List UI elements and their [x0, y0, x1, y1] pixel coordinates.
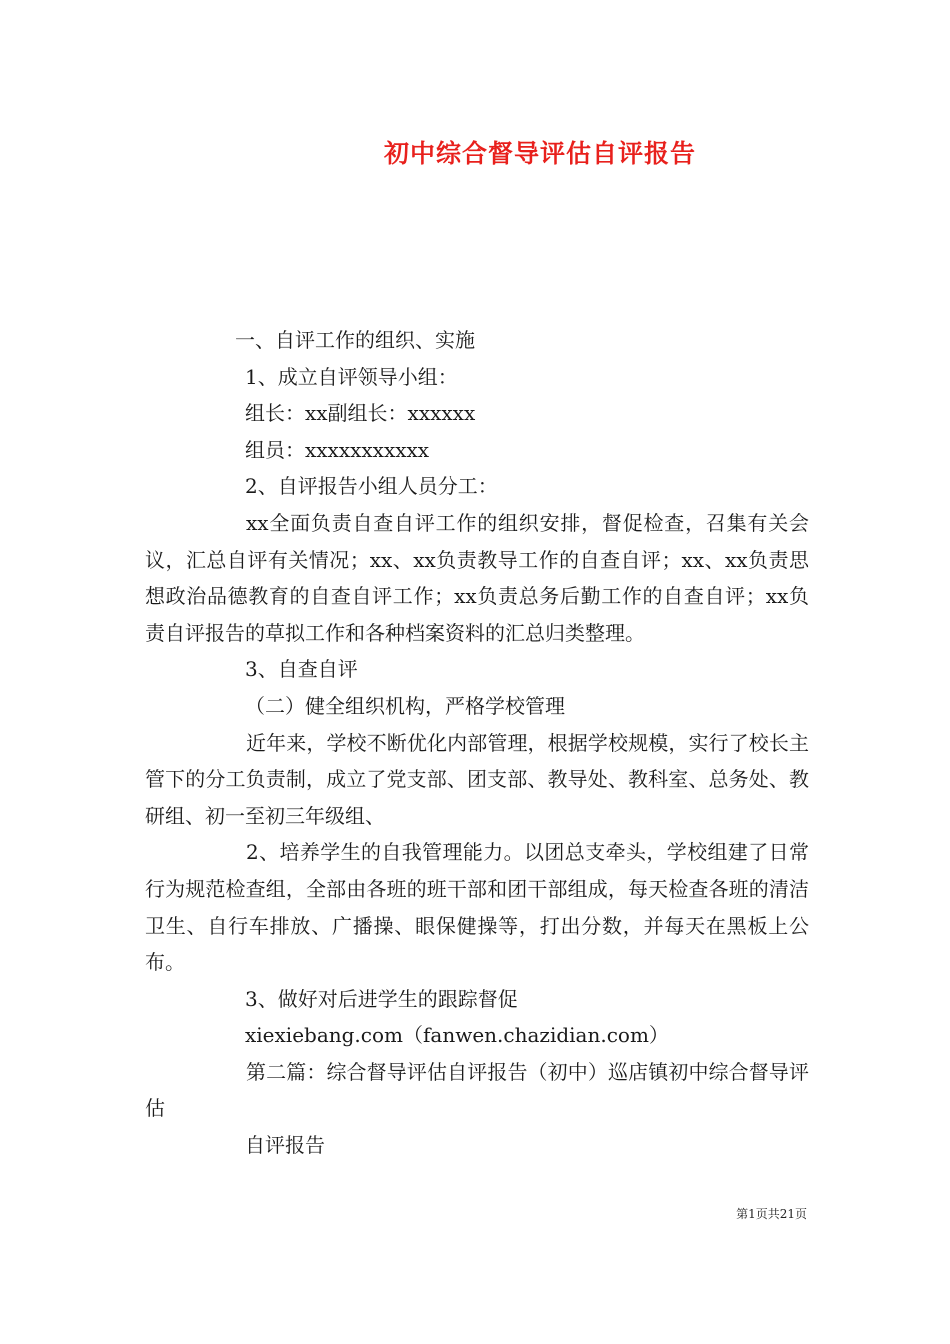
list-item: 3、做好对后进学生的跟踪督促 [245, 986, 518, 1011]
source-line: xiexiebang.com（fanwen.chazidian.com） [245, 1023, 669, 1048]
document-body [145, 322, 809, 1164]
page-number: 第1页共21页 [736, 1207, 807, 1221]
paragraph: 第二篇：综合督导评估自评报告（初中）巡店镇初中综合督导评估 [145, 1059, 809, 1121]
paragraph: 2、培养学生的自我管理能力。以团总支牵头，学校组建了日常行为规范检查组，全部由各班的班干部和团干部组成，每天检查各班的清洁卫生、自行车排放、广播操、眼保健操等，打出分数，并每天在黑板上公布。 [145, 840, 809, 975]
list-item: 自评报告 [245, 1133, 325, 1158]
list-item: 1、成立自评领导小组： [245, 364, 458, 389]
document-title: 初中综合督导评估自评报告 [383, 139, 696, 168]
paragraph: 近年来，学校不断优化内部管理，根据学校规模，实行了校长主管下的分工负责制，成立了党支部、团支部、教导处、教科室、总务处、教研组、初一至初三年级组、 [145, 730, 809, 828]
list-item: 组长：xx副组长：xxxxxx [245, 401, 476, 426]
list-item: 3、自查自评 [245, 657, 358, 682]
section-heading: 一、自评工作的组织、实施 [235, 328, 475, 352]
list-item: 组员：xxxxxxxxxxx [245, 437, 430, 462]
section-heading: （二）健全组织机构，严格学校管理 [245, 693, 565, 718]
list-item: 2、自评报告小组人员分工： [245, 474, 498, 499]
page-footer [736, 1205, 807, 1222]
paragraph: xx全面负责自查自评工作的组织安排，督促检查，召集有关会议，汇总自评有关情况；xx、xx负责教导工作的自查自评；xx、xx负责思想政治品德教育的自查自评工作；xx负责总务后勤工作的自查自评；xx负责自评报告的草拟工作和各种档案资料的汇总归类整理。 [145, 510, 809, 645]
